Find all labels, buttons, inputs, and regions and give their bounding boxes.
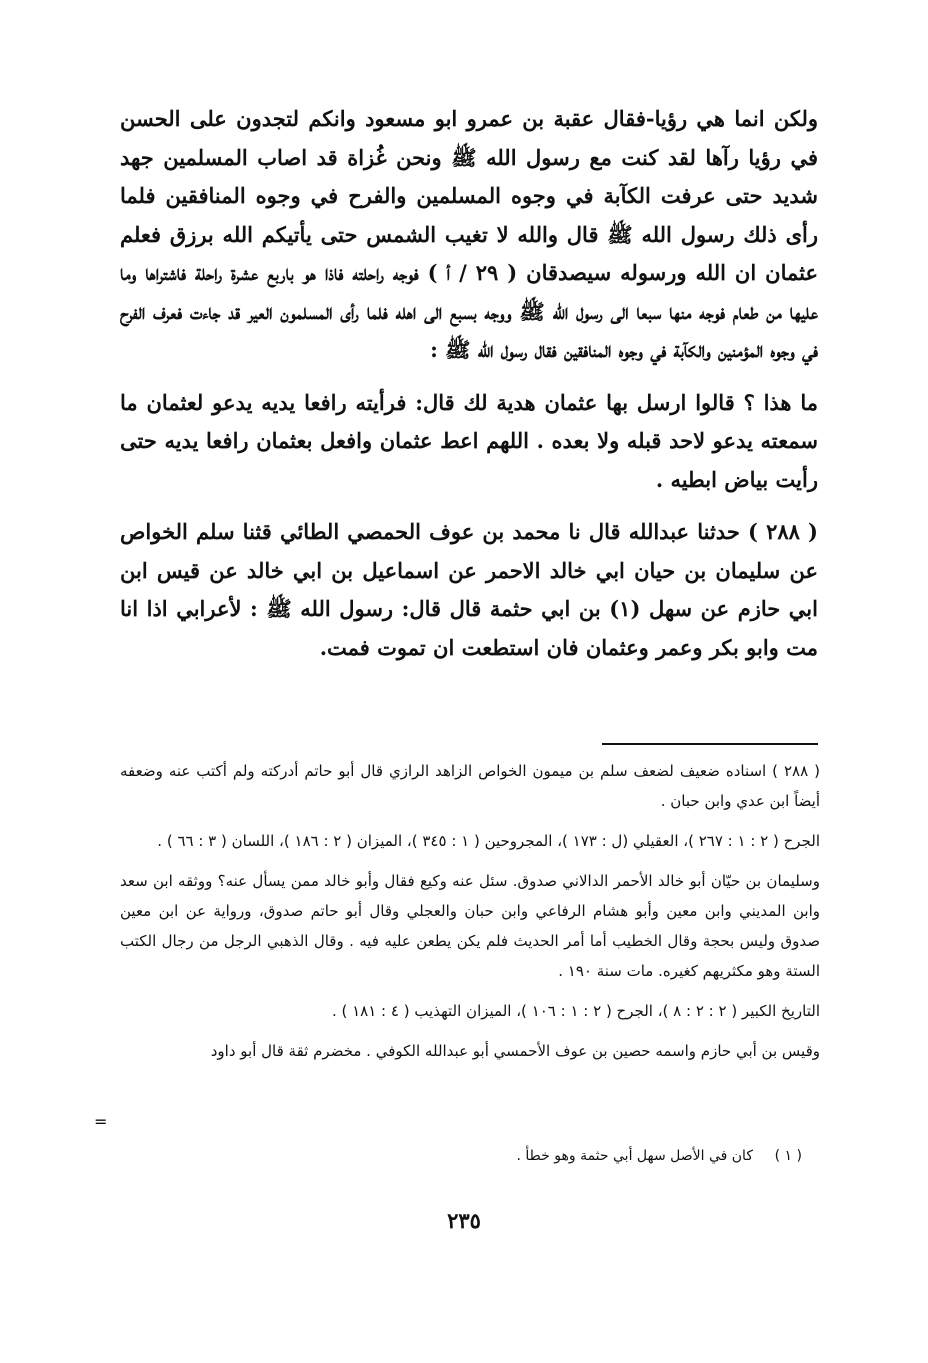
footnote-1-text: كان في الأصل سهل أبي حثمة وهو خطأ . [516, 1148, 753, 1164]
footnote-288-sources: الجرح ( ٢ : ١ : ٢٦٧ )، العقيلي (ل : ١٧٣ )، المجروحين ( ١ : ٣٤٥ )، الميزان ( ٢ : ١٨٦ )، اللسان ( ٣ : ٦٦ ) . [157, 832, 820, 850]
page-number: ٢٣٥ [447, 1208, 481, 1233]
main-paragraph-1: ولكن انما هي رؤيا-فقال عقبة بن عمرو ابو مسعود وانكم لتجدون على الحسن في رؤيا رآها لقد كنت مع رسول الله ﷺ ونحن غُزاة قد اصاب المسلمين جهد شديد حتى عرفت الكآبة في وجوه المسلمين والفرح في وجوه المنافقين فلما رأى ذلك رسول الله ﷺ قال والله لا تغيب الشمس حتى يأتيكم الله برزق فعلم عثمان ان الله ورسوله سيصدقان ( ٢٩ / أ ) فوجه راحلته فاذا هو باربع عشرة راحلة فاشتراها وما عليها من طعام فوجه منها سبعا الى رسول الله ﷺ ووجه بسبع الى اهله فلما رأى المسلمون العير قد جاءت فعرف الفرح في وجوه المؤمنين والكآبة في وجوه المنافقين فقال رسول الله ﷺ : [120, 106, 818, 362]
footnote-sulayman-sources: التاريخ الكبير ( ٢ : ٢ : ٨ )، الجرح ( ٢ : ١ : ١٠٦ )، الميزان التهذيب ( ٤ : ١٨١ ) . [331, 1002, 820, 1020]
footnote-qays-bio: وقيس بن أبي حازم واسمه حصين بن عوف الأحمسي أبو عبدالله الكوفي . مخضرم ثقة قال أبو داود [210, 1042, 820, 1060]
main-text [120, 100, 818, 667]
main-paragraph-2: ما هذا ؟ قالوا ارسل بها عثمان هدية لك قال: فرأيته رافعا يديه يدعو لعثمان ما سمعته يدعو لاحد قبله ولا بعده . اللهم اعط عثمان وافعل بعثمان رافعا يديه حتى رأيت بياض ابطيه . [120, 389, 818, 492]
footnote-separator [602, 743, 818, 745]
footnote-sulayman-bio: وسليمان بن حيّان أبو خالد الأحمر الدالاني صدوق. سئل عنه وكيع فقال وأبو خالد ممن يسأل عنه؟ ووثقه ابن سعد وابن المديني وابن معين وأبو هشام الرفاعي وابن حبان والعجلي وقال أبو حاتم صدوق، ورواية عن ابن معين صدوق وليس بحجة وقال الخطيب أما أمر الحديث فلم يكن يطعن عليه فيه . وقال الذهبي الرجل من رجال الكتب الستة وهو مكثريهم كغيره. مات سنة ١٩٠ . [120, 872, 820, 980]
main-paragraph-hadith-288: ( ٢٨٨ ) حدثنا عبدالله قال نا محمد بن عوف الحمصي الطائي قثنا سلم الخواص عن سليمان بن حيان ابي خالد الاحمر عن اسماعيل بن ابي خالد عن قيس ابن ابي حازم عن سهل (١) بن ابي حثمة قال قال: رسول الله ﷺ : لأعرابي اذا انا مت وابو بكر وعمر وعثمان فان استطعت ان تموت فمت. [120, 519, 818, 660]
footnotes [120, 756, 820, 1076]
footnote-number: ( ١ ) [774, 1148, 802, 1164]
continuation-mark: = [94, 1112, 108, 1131]
footnote-288-grading: ( ٢٨٨ ) اسناده ضعيف لضعف سلم بن ميمون الخواص الزاهد الرازي قال أبو حاتم أدركته ولم أكتب عنه وضعفه أيضاً ابن عدي وابن حبان . [120, 762, 820, 810]
